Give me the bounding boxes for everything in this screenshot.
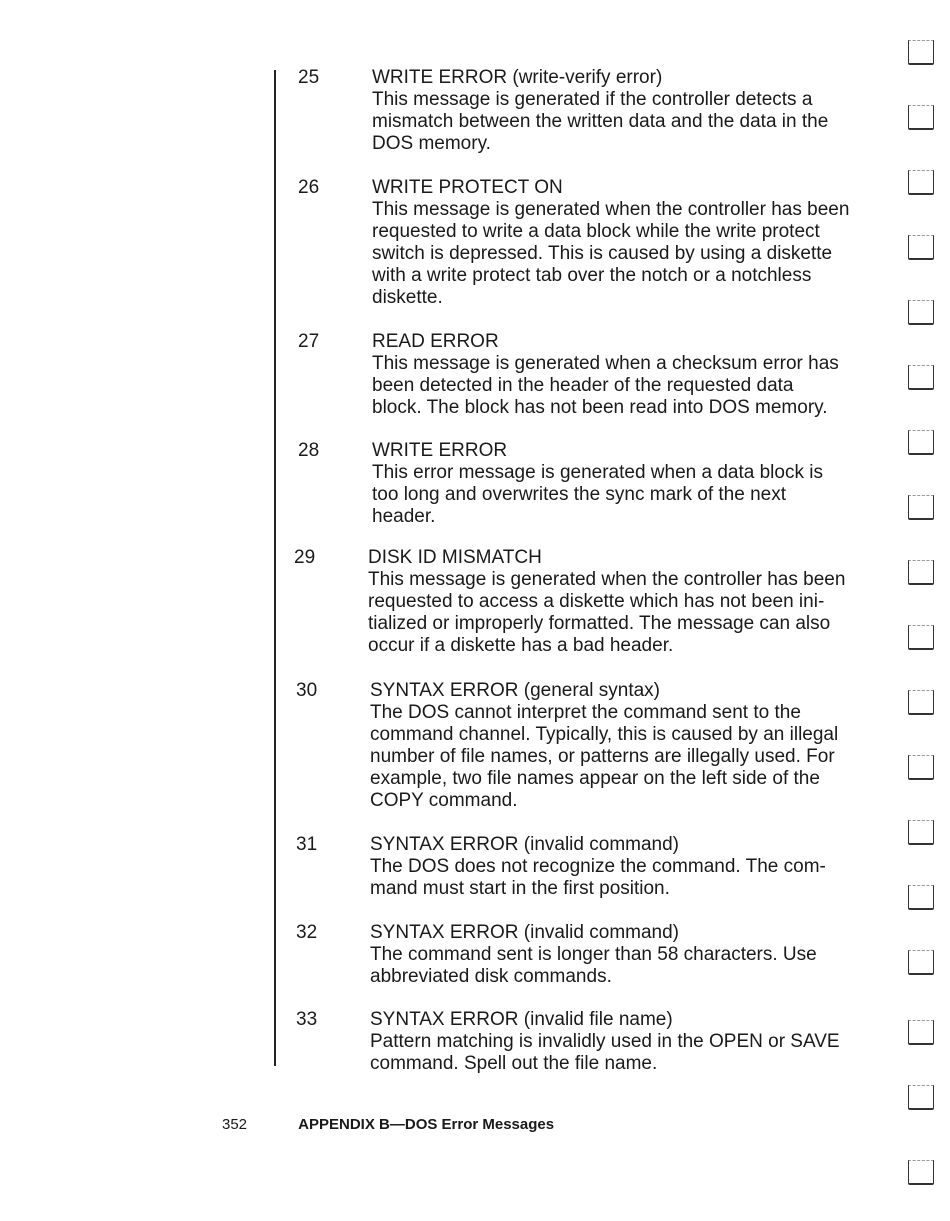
error-title: SYNTAX ERROR (invalid file name)	[370, 1009, 673, 1030]
binding-hole-icon	[908, 690, 934, 715]
binding-hole-icon	[908, 950, 934, 975]
margin-rule	[274, 70, 276, 1066]
binding-hole-icon	[908, 625, 934, 650]
error-code: 29	[294, 547, 316, 568]
binding-hole-icon	[908, 1020, 934, 1045]
entry-28	[290, 440, 870, 528]
error-title: READ ERROR	[372, 331, 499, 352]
error-code: 26	[298, 177, 320, 198]
entry-32	[288, 922, 868, 988]
error-code: 32	[296, 922, 318, 943]
binding-hole-icon	[908, 1160, 934, 1185]
entry-30	[288, 680, 868, 812]
binding-hole-icon	[908, 105, 934, 130]
binding-hole-icon	[908, 40, 934, 65]
error-title: SYNTAX ERROR (invalid command)	[370, 834, 680, 855]
binding-hole-icon	[908, 235, 934, 260]
error-code: 25	[298, 67, 320, 88]
binding-hole-icon	[908, 170, 934, 195]
entry-26	[290, 177, 870, 309]
binding-hole-icon	[908, 430, 934, 455]
binding-hole-icon	[908, 1085, 934, 1110]
entry-31	[288, 834, 868, 900]
binding-hole-icon	[908, 885, 934, 910]
error-code: 28	[298, 440, 320, 461]
page-footer	[222, 1116, 554, 1134]
error-description: The DOS does not recognize the command. The com- mand must start in the first position.	[370, 856, 826, 899]
error-description: This message is generated if the controller detects a mismatch between the written data and the data in the DOS memory.	[372, 89, 829, 154]
error-description: This error message is generated when a data block is too long and overwrites the sync mark of the next header.	[372, 462, 823, 527]
error-description: This message is generated when a checksum error has been detected in the header of the requested data block. The block has not been read into DOS memory.	[372, 353, 839, 418]
error-title: WRITE ERROR (write-verify error)	[372, 67, 663, 88]
error-title: WRITE PROTECT ON	[372, 177, 563, 198]
error-title: DISK ID MISMATCH	[368, 547, 542, 568]
entry-27	[290, 331, 870, 419]
error-code: 33	[296, 1009, 318, 1030]
binding-hole-icon	[908, 495, 934, 520]
page-number: 352	[222, 1116, 248, 1133]
footer-title: APPENDIX B—DOS Error Messages	[298, 1116, 555, 1133]
binding-hole-icon	[908, 820, 934, 845]
entry-25	[290, 67, 870, 155]
binding-hole-icon	[908, 300, 934, 325]
error-description: This message is generated when the controller has been requested to write a data block while the write protect switch is depressed. This is caused by using a diskette with a write protect tab over the notch or a notchless diskette.	[372, 199, 850, 308]
error-title: SYNTAX ERROR (general syntax)	[370, 680, 661, 701]
error-code: 31	[296, 834, 318, 855]
binding-hole-icon	[908, 365, 934, 390]
binding-hole-icon	[908, 755, 934, 780]
error-title: SYNTAX ERROR (invalid command)	[370, 922, 680, 943]
error-description: This message is generated when the controller has been requested to access a diskette which has not been ini- tialized or improperly formatted. The message can also occur if a diskette has a bad header.	[368, 569, 846, 656]
error-code: 30	[296, 680, 318, 701]
error-code: 27	[298, 331, 320, 352]
error-title: WRITE ERROR	[372, 440, 508, 461]
error-description: The DOS cannot interpret the command sent to the command channel. Typically, this is caused by an illegal number of file names, or patterns are illegally used. For example, two file names appear on the left side of the COPY command.	[370, 702, 839, 811]
error-description: The command sent is longer than 58 characters. Use abbreviated disk commands.	[370, 944, 817, 987]
binding-hole-icon	[908, 560, 934, 585]
entry-33	[288, 1009, 868, 1075]
error-description: Pattern matching is invalidly used in the OPEN or SAVE command. Spell out the file name.	[370, 1031, 840, 1074]
entry-29	[286, 547, 866, 657]
